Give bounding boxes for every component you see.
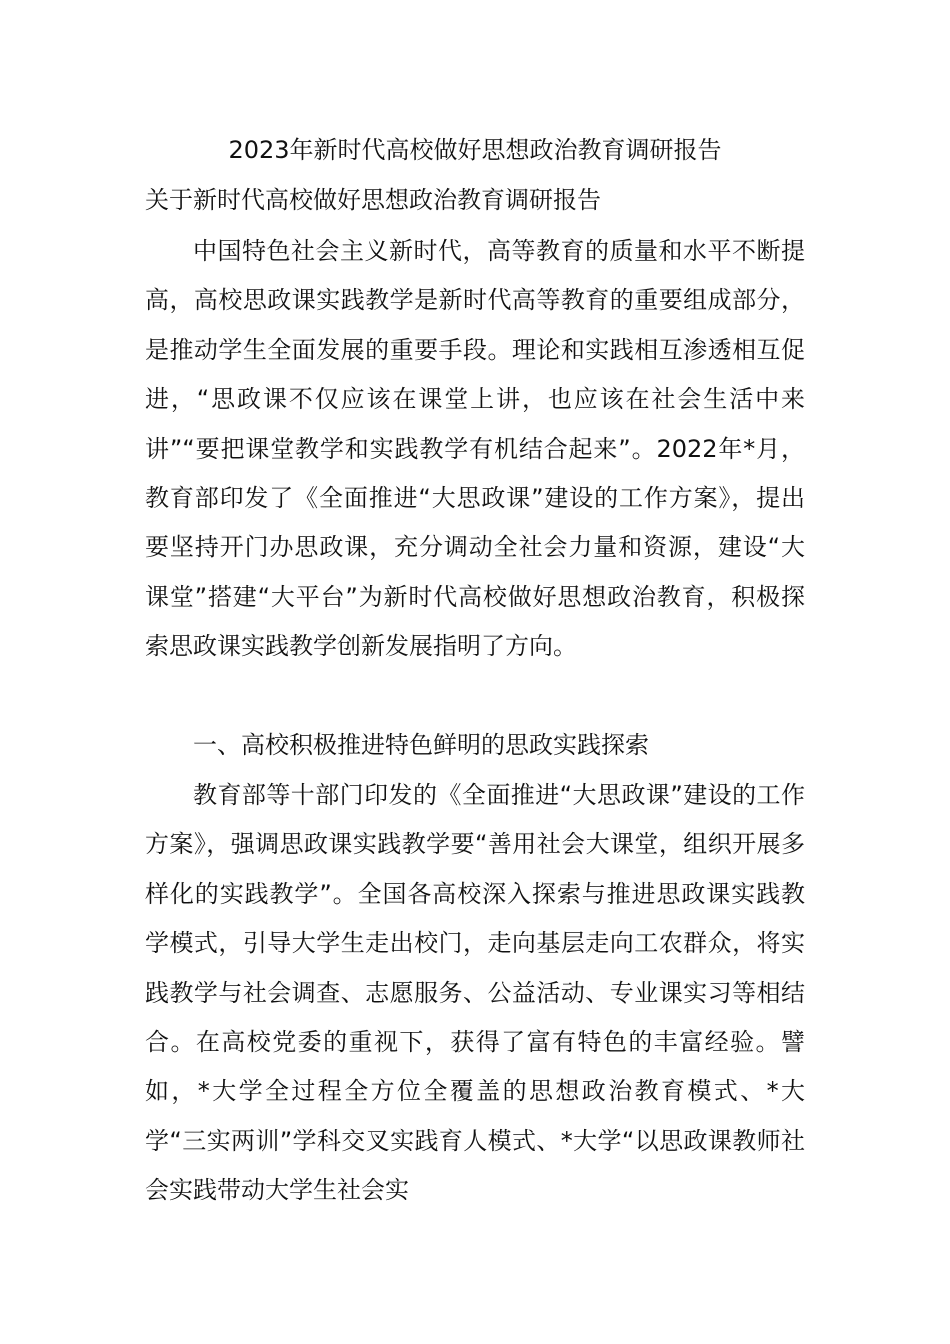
paragraph-intro: 中国特色社会主义新时代，高等教育的质量和水平不断提高，高校思政课实践教学是新时代高等教育的重要组成部分，是推动学生全面发展的重要手段。理论和实践相互渗透相互促进，“思政课不仅应该在课堂上讲，也应该在社会生活中来讲”“要把课堂教学和实践教学有机结合起来”。2022年*月，教育部印发了《全面推进“大思政课”建设的工作方案》，提出要坚持开门办思政课，充分调动全社会力量和资源，建设“大课堂”搭建“大平台”为新时代高校做好思想政治教育，积极探索思政课实践教学创新发展指明了方向。 — [145, 237, 805, 661]
document-subtitle: 关于新时代高校做好思想政治教育调研报告 — [145, 186, 601, 214]
section-heading: 一、高校积极推进特色鲜明的思政实践探索 — [193, 731, 649, 759]
paragraph-section-1: 教育部等十部门印发的《全面推进“大思政课”建设的工作方案》，强调思政课实践教学要“善用社会大课堂，组织开展多样化的实践教学”。全国各高校深入探索与推进思政课实践教学模式，引导大学生走出校门，走向基层走向工农群众，将实践教学与社会调查、志愿服务、公益活动、专业课实习等相结合。在高校党委的重视下，获得了富有特色的丰富经验。譬如，*大学全过程全方位全覆盖的思想政治教育模式、*大学“三实两训”学科交叉实践育人模式、*大学“以思政课教师社会实践带动大学生社会实 — [145, 781, 805, 1205]
document-title: 2023年新时代高校做好思想政治教育调研报告 — [228, 136, 722, 164]
